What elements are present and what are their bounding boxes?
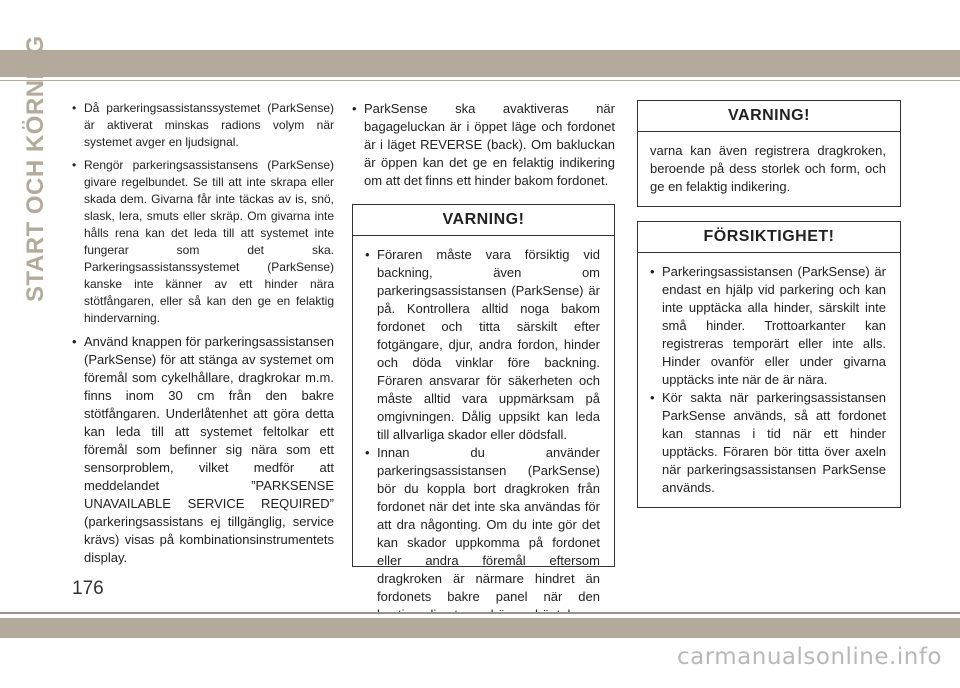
footer-stripe — [0, 618, 960, 638]
text-column-1 — [72, 100, 334, 573]
section-side-title — [22, 35, 52, 310]
header-rule — [0, 80, 960, 81]
text-column-3 — [637, 100, 901, 508]
section-title-text: START OCH KÖRNING — [22, 35, 49, 302]
list-item: • Då parkeringsassistanssystemet (ParkSense) är aktiverat minskas radions volym när systemet avger en ljudsignal. — [72, 100, 334, 151]
list-item: • Innan du använder parkeringsassistansen (ParkSense) bör du koppla bort dragkroken från fordonet när det inte ska användas för att dra någonting. Om du inte gör det kan skador uppkomma på fordonet eller andra föremål eftersom dragkroken är närmare hindret än fordonets bakre panel när den — [365, 444, 600, 678]
watermark-text: carmanualsonline.info — [676, 644, 942, 670]
header-band — [0, 0, 960, 82]
warning-continuation-text: varna kan även registrera dragkroken, beroende på dess storlek och form, och ge en felaktig indikering. — [650, 143, 886, 194]
bullet-list — [72, 100, 334, 567]
caution-title: FÖRSIKTIGHET! — [638, 222, 900, 253]
caution-box — [637, 221, 901, 508]
warning-box-continued — [637, 100, 901, 207]
caution-body — [638, 253, 900, 507]
header-stripe — [0, 50, 960, 77]
list-item: • ParkSense ska avaktiveras när bagageluckan är i öppet läge och fordonet är i läget REVERSE (back). Om bakluckan är öppen kan det ge en felaktig indikering om att det finns ett hinder bakom fordonet. — [352, 100, 615, 190]
warning-title: VARNING! — [353, 205, 614, 236]
footer-rule — [0, 612, 960, 614]
caution-bullet-list — [650, 263, 886, 497]
list-item: • Parkeringsassistansen (ParkSense) är endast en hjälp vid parkering och kan inte upptäcka alla hinder, särskilt inte små hinder. Trottoarkanter kan registreras temporärt eller inte alls. Hinder ovanför eller under givarna upptäcks inte när de är nära. — [650, 263, 886, 389]
warning-title: VARNING! — [638, 101, 900, 132]
warning-body — [638, 132, 900, 206]
page-number: 176 — [72, 578, 104, 599]
list-item: • Använd knappen för parkeringsassistansen (ParkSense) för att stänga av systemet om föremål som cykelhållare, dragkrokar m.m. finns inom 30 cm från den bakre stötfångaren. Underlåtenhet att göra detta kan leda till att systemet feltolkar ett föremål som befinner sig nära som ett sensorproblem, vilket medför att meddelandet ”PARKSENSE UNAVAILABLE SERVICE REQUIRED” (parkeringsassistans ej tillgänglig, service krävs) visas på kombinationsinstrumentets display. — [72, 333, 334, 567]
text-column-2 — [352, 100, 615, 604]
list-item: • Kör sakta när parkeringsassistansen ParkSense används, så att fordonet kan stannas i tid när ett hinder upptäcks. Föraren bör titta över axeln när parkeringsassistansen ParkSense används. — [650, 389, 886, 497]
bullet-list — [352, 100, 615, 190]
list-item: • Föraren måste vara försiktig vid backning, även om parkeringsassistansen (ParkSense) är på. Kontrollera alltid noga bakom fordonet och titta särskilt efter fotgängare, djur, andra fordon, hinder och döda vinklar före backning. Föraren ansvarar för säkerheten och måste alltid vara uppmärksam på omgivningen. Dålig uppsikt kan leda till allvarliga skador eller dödsfall. — [365, 246, 600, 444]
warning-box — [352, 204, 615, 604]
list-item: • Rengör parkeringsassistansens (ParkSense) givare regelbundet. Se till att inte skrapa eller skada dem. Givarna får inte täckas av is, snö, slask, lera, smuts eller skräp. Om givarna inte hålls rena kan det leda till att systemet inte fungerar som det ska. Parkeringsassistanssystemet (ParkSense) kanske inte känner av ett hinder nära stötfångaren, eller så kan den ge en felaktig hindervarning. — [72, 157, 334, 327]
footer-band — [0, 612, 960, 678]
